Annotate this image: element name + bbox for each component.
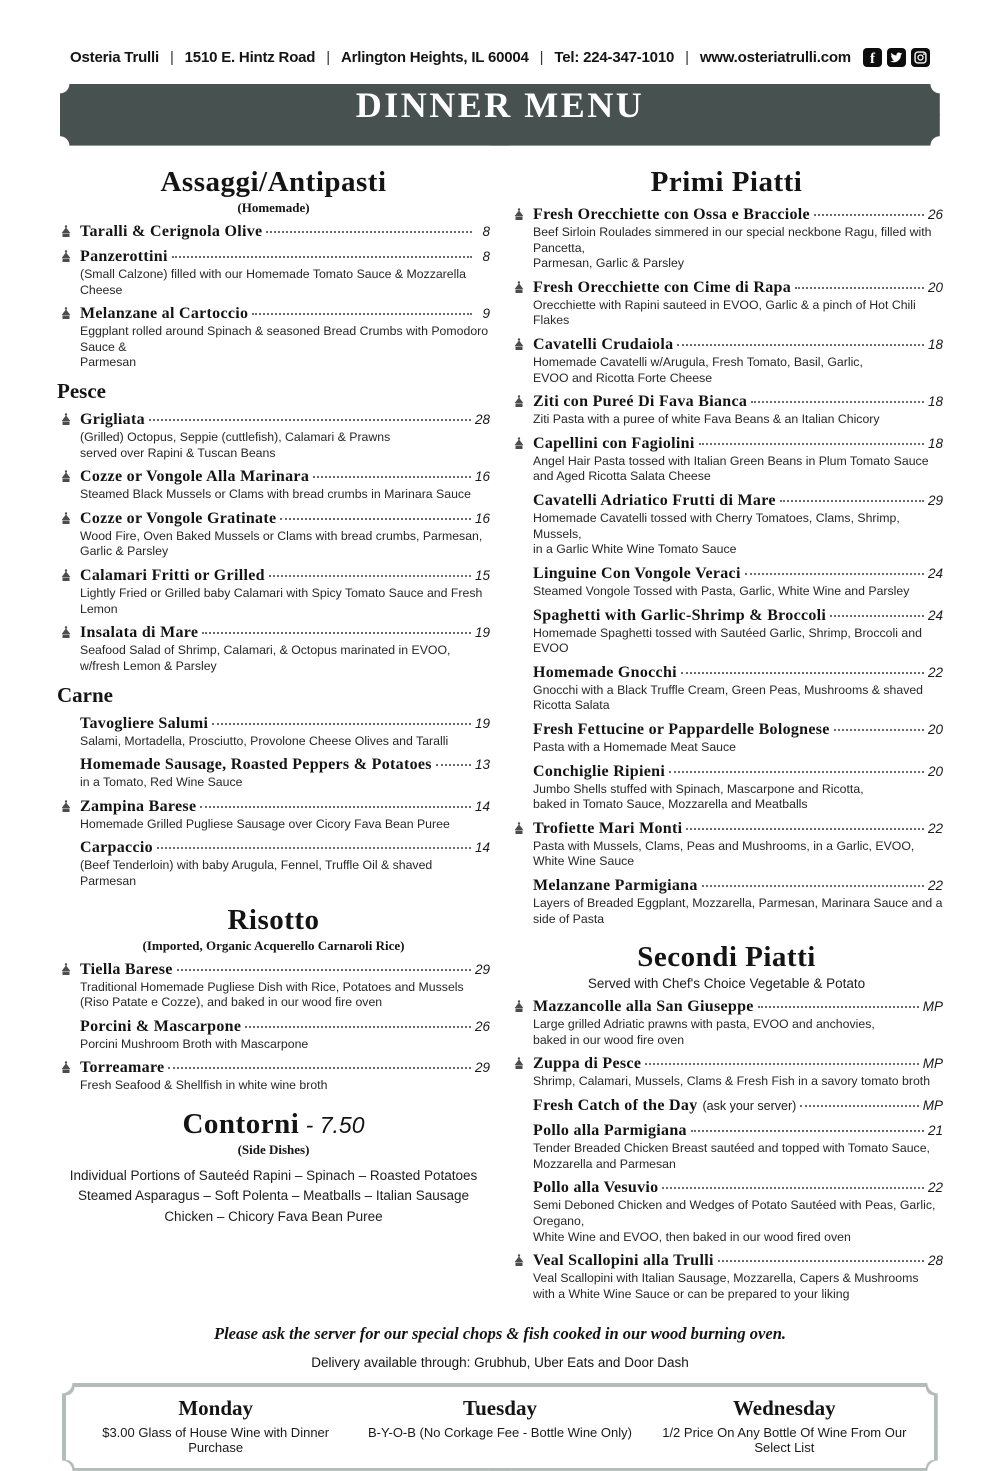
menu-item-row (533, 393, 943, 411)
menu-item (510, 1097, 943, 1115)
dotted-leader (177, 969, 471, 971)
trullo-icon (60, 307, 72, 321)
menu-item-row (80, 1018, 490, 1036)
dotted-leader (699, 443, 924, 445)
item-name: Tiella Barese (80, 960, 173, 978)
item-price: MP (922, 1098, 943, 1114)
dotted-leader (436, 764, 471, 766)
delivery-note: Delivery available through: Grubhub, Uber Eats and Door Dash (311, 1355, 689, 1371)
trullo-icon (513, 208, 525, 222)
server-note: Please ask the server for our special chops & fish cooked in our wood burning oven. (213, 1324, 787, 1344)
item-price: 15 (474, 568, 490, 584)
dotted-leader (780, 500, 924, 502)
item-price: 22 (927, 878, 943, 894)
special-day-column (74, 1396, 358, 1455)
menu-item-row (533, 1055, 943, 1073)
dotted-leader (200, 806, 471, 808)
item-description: Homemade Cavatelli tossed with Cherry Tomatoes, Clams, Shrimp, Mussels, in a Garlic White Wine Tomato Sauce (533, 511, 900, 557)
special-text: 1/2 Price On Any Bottle Of Wine From Our Select List (662, 1424, 907, 1455)
menu-item (57, 468, 490, 503)
item-description: Shrimp, Calamari, Mussels, Clams & Fresh Fish in a savory tomato broth (533, 1074, 931, 1089)
dotted-leader (157, 847, 471, 849)
item-price: 28 (927, 1253, 943, 1269)
menu-item-row (80, 468, 490, 486)
weekly-specials-inner (66, 1387, 935, 1468)
contact-separator: | (685, 49, 689, 66)
section-price-suffix: - 7.50 (299, 1112, 365, 1139)
section-title: Carne (57, 682, 113, 707)
item-price: 24 (927, 565, 943, 581)
menu-item-row (80, 305, 490, 323)
item-name: Trofiette Mari Monti (533, 819, 683, 837)
item-price: 13 (474, 757, 490, 773)
contact-item: 1510 E. Hintz Road (184, 49, 316, 66)
menu-item (510, 1252, 943, 1302)
menu-item (510, 1179, 943, 1245)
contact-item: www.osteriatrulli.com (699, 49, 851, 66)
menu-item (510, 336, 943, 386)
trullo-icon (60, 250, 72, 264)
item-name: Taralli & Cerignola Olive (80, 223, 263, 240)
item-price: 29 (474, 1060, 490, 1076)
menu-item-row (533, 1097, 943, 1115)
item-description: Orecchiette with Rapini sauteed in EVOO, Garlic & a pinch of Hot Chili Flakes (533, 297, 916, 328)
item-price: 18 (927, 394, 943, 410)
item-price: 16 (474, 469, 490, 485)
item-description: in a Tomato, Red Wine Sauce (80, 775, 243, 790)
item-name: Pollo alla Vesuvio (533, 1179, 659, 1197)
item-description: Homemade Spaghetti tossed with Sautéed Garlic, Shrimp, Broccoli and EVOO (533, 625, 922, 656)
trullo-icon (60, 963, 72, 977)
item-price: 20 (927, 721, 943, 737)
section-title (510, 941, 943, 974)
item-description: Pasta with a Homemade Meat Sauce (533, 739, 737, 754)
item-description: (Beef Tenderloin) with baby Arugula, Fennel, Truffle Oil & shaved Parmesan (80, 858, 433, 888)
dotted-leader (691, 1130, 924, 1132)
menu-item (510, 206, 943, 272)
dotted-leader (212, 723, 471, 725)
page-title: DINNER MENU (355, 85, 645, 125)
item-description: Steamed Vongole Tossed with Pasta, Garlic, White Wine and Parsley (533, 583, 910, 598)
item-name: Homemade Gnocchi (533, 663, 677, 681)
menu-item (57, 961, 490, 1011)
section-title (510, 166, 943, 199)
item-price: 20 (927, 763, 943, 779)
menu-item (510, 1122, 943, 1172)
menu-item-row (533, 721, 943, 739)
menu-item-row (533, 877, 943, 895)
menu-item-row (533, 1252, 943, 1270)
special-day-column (358, 1396, 642, 1455)
item-price: MP (922, 1056, 943, 1072)
trullo-icon (60, 1061, 72, 1075)
menu-item-row (80, 411, 490, 429)
menu-item (57, 248, 490, 298)
menu-item-row (80, 567, 490, 585)
menu-item-row (80, 248, 490, 266)
menu-item (57, 1018, 490, 1053)
item-name: Linguine Con Vongole Veraci (533, 564, 741, 582)
item-name: Melanzane al Cartoccio (80, 305, 249, 323)
item-price: 18 (927, 337, 943, 353)
social-icons (863, 48, 930, 67)
dotted-leader (313, 476, 471, 478)
trullo-icon (60, 626, 72, 640)
item-description: Large grilled Adriatic prawns with pasta, EVOO and anchovies, baked in our wood fire oven (533, 1017, 875, 1047)
dotted-leader (202, 632, 471, 634)
dotted-leader (645, 1063, 919, 1065)
item-name: Porcini & Mascarpone (80, 1017, 242, 1035)
menu-item-row (80, 798, 490, 816)
contact-bar (0, 0, 1000, 67)
dotted-leader (751, 401, 924, 403)
menu-item-row (533, 336, 943, 354)
menu-item-row (533, 1122, 943, 1140)
dotted-leader (814, 214, 924, 216)
dotted-leader (168, 1067, 471, 1069)
item-name: Fresh Fettucine or Pappardelle Bolognese (533, 720, 830, 738)
item-description: (Grilled) Octopus, Seppie (cuttlefish), Calamari & Prawns served over Rapini & Tuscan Beans (80, 430, 391, 460)
item-name: Torreamare (80, 1059, 165, 1077)
menu-item (510, 877, 943, 927)
item-name: Tavogliere Salumi (80, 714, 209, 732)
item-name: Carpaccio (80, 839, 153, 857)
section-title-text: Risotto (227, 903, 320, 936)
menu-item (510, 664, 943, 714)
menu-item (510, 721, 943, 756)
contact-items (70, 49, 851, 66)
menu-item-row (533, 565, 943, 583)
menu-item-row (533, 279, 943, 297)
facebook-glyph: f (870, 51, 875, 67)
item-name: Ziti con Pureé Di Fava Bianca (533, 393, 748, 411)
item-price: 18 (927, 435, 943, 451)
menu-item (57, 756, 490, 791)
item-description: Pasta with Mussels, Clams, Peas and Mushrooms, in a Garlic, EVOO, White Wine Sauce (533, 838, 915, 869)
section-subtitle: Served with Chef's Choice Vegetable & Potato (587, 976, 866, 992)
item-description: Lightly Fried or Grilled baby Calamari with Spicy Tomato Sauce and Fresh Lemon (80, 586, 483, 616)
menu-item-row (80, 624, 490, 642)
menu-item-row (80, 756, 490, 774)
special-day: Monday (178, 1395, 253, 1420)
menu-item (57, 1059, 490, 1094)
contact-separator: | (539, 49, 544, 66)
item-description: Semi Deboned Chicken and Wedges of Potato Sautéed with Peas, Garlic, Oregano, White Wine and EVOO, then baked in our wood fired oven (533, 1198, 936, 1244)
menu-item (510, 279, 943, 329)
item-name: Capellini con Fagiolini (533, 434, 695, 452)
item-description: Wood Fire, Oven Baked Mussels or Clams with bread crumbs, Parmesan, Garlic & Parsley (80, 528, 483, 559)
item-price: 22 (927, 820, 943, 836)
item-name: Fresh Orecchiette con Cime di Rapa (533, 278, 792, 296)
menu-item-row (533, 1179, 943, 1197)
dotted-leader (745, 573, 924, 575)
item-price: 29 (927, 493, 943, 509)
item-name: Insalata di Mare (80, 624, 199, 642)
item-description: Homemade Cavatelli w/Arugula, Fresh Tomato, Basil, Garlic, EVOO and Ricotta Forte Cheese (533, 355, 863, 385)
trullo-icon (513, 1057, 525, 1071)
trullo-icon (513, 822, 525, 836)
item-price: 26 (927, 207, 943, 222)
item-description: Salami, Mortadella, Prosciutto, Provolone Cheese Olives and Taralli (80, 733, 449, 748)
item-name: Mazzancolle alla San Giuseppe (533, 998, 754, 1016)
item-price: 14 (474, 840, 490, 856)
contact-item: Tel: 224-347-1010 (554, 49, 675, 66)
section-title (57, 1108, 490, 1141)
dotted-leader (795, 287, 924, 289)
dotted-leader (172, 256, 472, 258)
menu-item (510, 393, 943, 428)
menu-item (57, 510, 490, 560)
dotted-leader (662, 1187, 924, 1189)
item-description: Jumbo Shells stuffed with Spinach, Mascarpone and Ricotta, baked in Tomato Sauce, Mozzarella and Meatballs (533, 781, 864, 812)
menu-item-row (533, 820, 943, 838)
dotted-leader (686, 828, 924, 830)
special-text: B-Y-O-B (No Corkage Fee - Bottle Wine Only) (368, 1424, 632, 1440)
item-name: Spaghetti with Garlic-Shrimp & Broccoli (533, 606, 827, 624)
contact-item: Osteria Trulli (70, 49, 159, 66)
item-name: Fresh Catch of the Day (533, 1097, 698, 1115)
dotted-leader (252, 313, 472, 315)
item-name: Cozze or Vongole Gratinate (80, 509, 277, 527)
trullo-icon (60, 470, 72, 484)
trullo-icon (513, 1254, 525, 1268)
menu-item-row (533, 607, 943, 625)
menu-item-row (80, 839, 490, 857)
dotted-leader (800, 1105, 918, 1107)
item-name: Cavatelli Crudaiola (533, 336, 674, 354)
menu-item (510, 763, 943, 813)
section-subtitle: (Imported, Organic Acquerello Carnaroli Rice) (142, 937, 405, 953)
section-title (57, 166, 490, 199)
item-description: Porcini Mushroom Broth with Mascarpone (80, 1036, 309, 1051)
section-subtitle: (Side Dishes) (237, 1142, 310, 1158)
weekly-specials (74, 1396, 927, 1455)
item-name: Zampina Barese (80, 797, 197, 815)
section-title-text: Primi Piatti (650, 166, 803, 198)
item-description: Traditional Homemade Pugliese Dish with Rice, Potatoes and Mussels (Riso Patate e Cozze), and baked in our wood fire oven (80, 979, 464, 1010)
item-name: Conchiglie Ripieni (533, 762, 666, 780)
menu-item-row (80, 715, 490, 733)
item-price: 8 (482, 224, 490, 239)
menu-item-row (80, 961, 490, 979)
menu-item-row (80, 510, 490, 528)
facebook-icon (863, 48, 882, 67)
item-description: Veal Scallopini with Italian Sausage, Mozzarella, Capers & Mushrooms with a White Wine Sauce or can be prepared to your liking (533, 1271, 919, 1301)
item-description: Eggplant rolled around Spinach & seasoned Bread Crumbs with Pomodoro Sauce & Parmesan (80, 324, 489, 370)
item-price: 21 (927, 1123, 943, 1139)
item-description: Tender Breaded Chicken Breast sautéed and topped with Tomato Sauce, Mozzarella and Parmesan (533, 1141, 930, 1171)
menu-item-row (80, 223, 490, 241)
special-text: $3.00 Glass of House Wine with Dinner Purchase (102, 1424, 330, 1455)
trullo-icon (513, 281, 525, 295)
item-name: Panzerottini (80, 248, 168, 265)
section-title: Pesce (57, 379, 106, 404)
item-price: 26 (474, 1018, 490, 1034)
section-title (57, 904, 490, 937)
contact-separator: | (169, 49, 174, 66)
menu-item-row (533, 206, 943, 224)
dotted-leader (669, 771, 924, 773)
item-price: 22 (927, 664, 943, 680)
item-price: 8 (482, 249, 490, 264)
weekly-specials-box (62, 1383, 938, 1471)
item-price: 16 (474, 510, 490, 526)
menu-item (57, 839, 490, 889)
dinner-menu-banner (60, 84, 940, 146)
side-dishes-line: Chicken – Chicory Fava Bean Puree (164, 1208, 383, 1224)
special-day: Tuesday (463, 1395, 537, 1420)
item-description: Angel Hair Pasta tossed with Italian Green Beans in Plum Tomato Sauce and Aged Ricotta Salata Cheese (533, 453, 929, 484)
trullo-icon (513, 338, 525, 352)
dotted-leader (718, 1260, 924, 1262)
menu-item-row (533, 998, 943, 1016)
item-description: Beef Sirloin Roulades simmered in our special neckbone Ragu, filled with Pancetta, Parmesan, Garlic & Parsley (533, 225, 932, 271)
item-name: Pollo alla Parmigiana (533, 1122, 687, 1140)
menu-item-row (533, 492, 943, 510)
item-name: Homemade Sausage, Roasted Peppers & Potatoes (80, 756, 432, 774)
dotted-leader (830, 615, 924, 617)
item-price: 14 (474, 798, 490, 814)
side-dishes-list (57, 1166, 490, 1227)
item-description: Seafood Salad of Shrimp, Calamari, & Octopus marinated in EVOO, w/fresh Lemon & Parsley (80, 643, 451, 673)
item-name: Melanzane Parmigiana (533, 877, 698, 895)
item-name: Calamari Fritti or Grilled (80, 567, 265, 585)
menu-column-left (57, 152, 490, 1302)
side-dishes-line: Steamed Asparagus – Soft Polenta – Meatballs – Italian Sausage (77, 1188, 469, 1204)
item-description: Layers of Breaded Eggplant, Mozzarella, Parmesan, Marinara Sauce and a side of Pasta (533, 896, 943, 926)
menu-item (57, 715, 490, 750)
dotted-leader (280, 518, 471, 520)
item-name: Fresh Orecchiette con Ossa e Bracciole (533, 206, 810, 223)
menu-item (57, 411, 490, 461)
menu-item (510, 1055, 943, 1090)
item-price: 19 (474, 715, 490, 731)
item-name: Cavatelli Adriatico Frutti di Mare (533, 492, 776, 510)
section-title-text: Assaggi/Antipasti (160, 166, 387, 198)
item-name-suffix: (ask your server) (702, 1099, 797, 1114)
dotted-leader (702, 885, 924, 887)
contact-separator: | (326, 49, 330, 66)
item-price: 19 (474, 625, 490, 641)
item-description: (Small Calzone) filled with our Homemade Tomato Sauce & Mozzarella Cheese (80, 267, 466, 297)
dotted-leader (245, 1026, 471, 1028)
menu-item (57, 624, 490, 674)
item-name: Cozze or Vongole Alla Marinara (80, 468, 310, 486)
dotted-leader (758, 1006, 919, 1008)
item-description: Homemade Grilled Pugliese Sausage over Cicory Fava Bean Puree (80, 816, 450, 831)
item-description: Fresh Seafood & Shellfish in white wine broth (80, 1078, 328, 1093)
menu-body (57, 152, 943, 1302)
special-day-column (642, 1396, 926, 1455)
trullo-icon (513, 1000, 525, 1014)
menu-item (510, 820, 943, 870)
trullo-icon (513, 395, 525, 409)
section-title-text: Contorni (182, 1108, 300, 1141)
dotted-leader (266, 231, 472, 233)
trullo-icon (60, 512, 72, 526)
trullo-icon (60, 413, 72, 427)
dotted-leader (149, 419, 471, 421)
item-name: Zuppa di Pesce (533, 1055, 642, 1073)
special-day: Wednesday (732, 1395, 836, 1420)
menu-item-row (80, 1059, 490, 1077)
item-name: Grigliata (80, 411, 145, 429)
menu-item (57, 223, 490, 241)
dotted-leader (681, 672, 924, 674)
trullo-icon (60, 569, 72, 583)
menu-item (57, 305, 490, 371)
menu-column-right (510, 152, 943, 1302)
item-price: 22 (927, 1180, 943, 1196)
item-price: 20 (927, 279, 943, 295)
item-price: 29 (474, 961, 490, 977)
section-title-text: Secondi Piatti (637, 941, 816, 974)
item-price: 28 (474, 412, 490, 428)
item-price: MP (922, 999, 943, 1015)
contact-item: Arlington Heights, IL 60004 (340, 49, 529, 66)
trullo-icon (60, 225, 72, 239)
item-description: Gnocchi with a Black Truffle Cream, Green Peas, Mushrooms & shaved Ricotta Salata (533, 682, 924, 713)
section-subtitle: (Homemade) (237, 200, 310, 215)
item-description: Steamed Black Mussels or Clams with bread crumbs in Marinara Sauce (80, 487, 471, 502)
side-dishes-line: Individual Portions of Sauteéd Rapini – Spinach – Roasted Potatoes (69, 1168, 478, 1184)
item-price: 24 (927, 607, 943, 623)
menu-item-row (533, 435, 943, 453)
trullo-icon (513, 437, 525, 451)
item-price: 9 (482, 306, 490, 322)
instagram-icon (911, 48, 930, 67)
trullo-icon (60, 800, 72, 814)
dotted-leader (269, 575, 471, 577)
menu-item-row (533, 763, 943, 781)
menu-item-row (533, 664, 943, 682)
menu-item (510, 492, 943, 558)
menu-item (510, 607, 943, 657)
dotted-leader (677, 344, 924, 346)
item-description: Ziti Pasta with a puree of white Fava Beans & an Italian Chicory (533, 412, 880, 427)
menu-item (57, 567, 490, 617)
menu-item (510, 998, 943, 1048)
menu-item (57, 798, 490, 833)
menu-item (510, 565, 943, 600)
dotted-leader (834, 729, 924, 731)
menu-item (510, 435, 943, 485)
twitter-icon (887, 48, 906, 67)
item-name: Veal Scallopini alla Trulli (533, 1252, 714, 1270)
